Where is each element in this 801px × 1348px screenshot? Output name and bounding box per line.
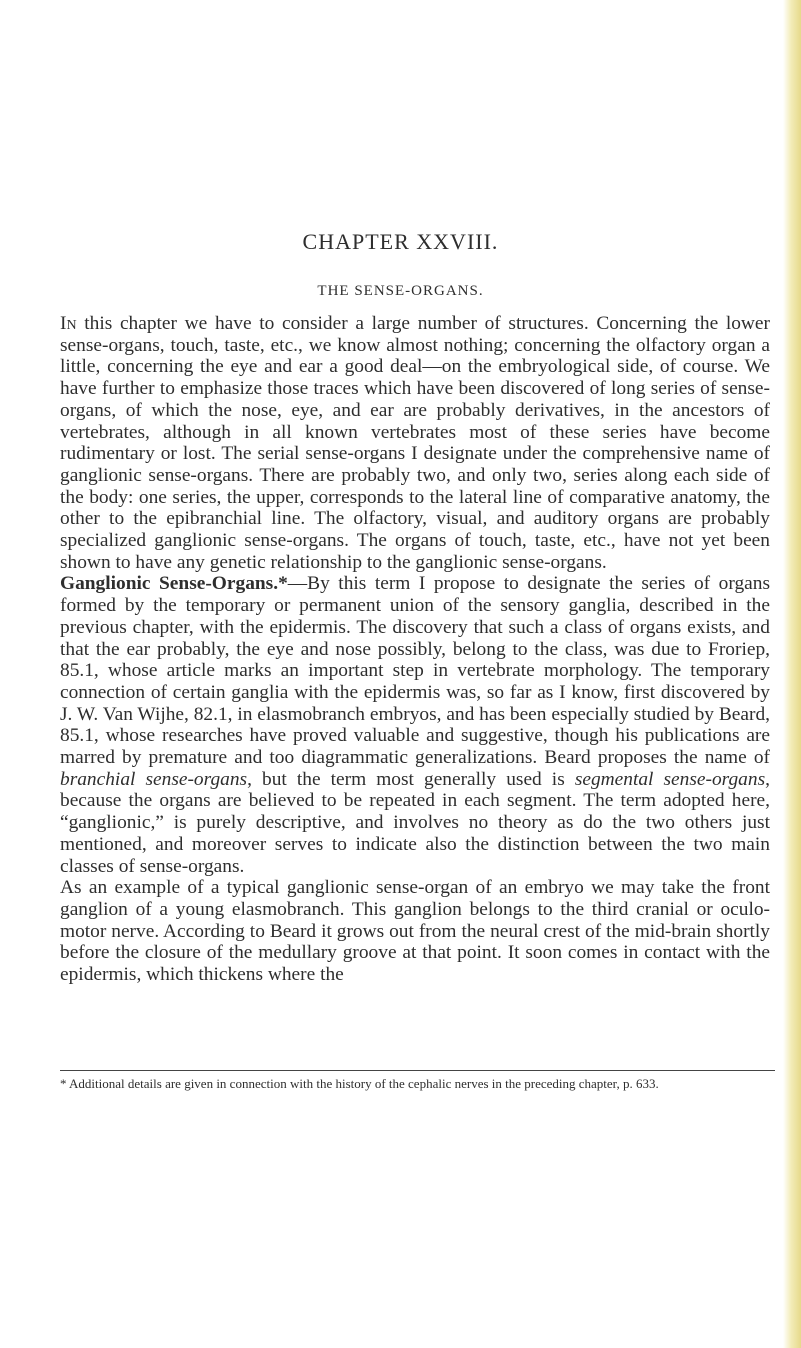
paragraph-1-text: this chapter we have to consider a large number of structures. Concerning the lower sense-organs, touch, taste, etc., we know almost nothing; concerning the olfactory organ a little, concerning the eye and ear a good deal—on the embryological side, of course. We have further to emphasize those traces which have been discovered of long series of sense-organs, of which the nose, eye, and ear are probably derivatives, in the ancestors of vertebrates, although in all known vertebrates most of these series have become rudimentary or lost. The serial sense-organs I designate under the comprehensive name of ganglionic sense-organs. There are probably two, and only two, series along each side of the body: one series, the upper, corresponds to the lateral line of comparative anatomy, the other to the epibranchial line. The olfactory, visual, and auditory organs are probably specialized ganglionic sense-organs. The organs of touch, taste, etc., have not yet been shown to have any genetic relationship to the ganglionic sense-organs.: [60, 313, 770, 573]
chapter-heading: CHAPTER XXVIII.: [302, 229, 499, 254]
paragraph-3: [60, 877, 770, 986]
footnote: * Additional details are given in connection with the history of the cephalic nerves in the preceding chapter, p. 633.: [60, 1076, 659, 1091]
term-segmental: segmental sense-organs: [574, 768, 766, 790]
section-heading-ganglionic: Ganglionic Sense-Organs.*: [60, 573, 288, 595]
footnote-rule: [60, 1070, 775, 1071]
paragraph-2: [60, 573, 770, 877]
paragraph-2-text-a: —By this term I propose to designate the series of organs formed by the temporary or permanent union of the sensory ganglia, described in the previous chapter, with the epidermis. The discovery that such a class of organs exists, and that the ear probably, the eye and nose possibly, belong to the class, was due to Froriep, 85.1, whose article marks an important step in vertebrate morphology. The temporary connection of certain ganglia with the epidermis was, so far as I know, first discovered by J. W. Van Wijhe, 82.1, in elasmobranch embryos, and has been especially studied by Beard, 85.1, whose researches have proved valuable and suggestive, though his publications are marred by premature and too diagrammatic generalizations. Beard proposes the name of: [60, 573, 770, 769]
paragraph-1-lead: In: [60, 313, 77, 334]
paragraph-1: [60, 313, 770, 573]
term-branchial: branchial sense-organs: [60, 768, 248, 790]
paragraph-2-text-b: , but the term most generally used is: [247, 768, 575, 790]
page-edge: [783, 0, 801, 1348]
paragraph-3-text: As an example of a typical ganglionic sense-organ of an embryo we may take the front ganglion of a young elasmobranch. This ganglion belongs to the third cranial or oculo-motor nerve. According to Beard it grows out from the neural crest of the mid-brain shortly before the closure of the medullary groove at that point. It soon comes in contact with the epidermis, which thickens where the: [60, 877, 770, 986]
paragraph-2-text-c: , because the organs are believed to be repeated in each segment. The term adopted here, “ganglionic,” is purely descriptive, and involves no theory as do the two others just mentioned, and moreover serves to indicate also the distinction between the two main classes of sense-organs.: [60, 768, 770, 877]
body-text: [60, 313, 770, 986]
chapter-subtitle: THE SENSE-ORGANS.: [317, 283, 484, 299]
